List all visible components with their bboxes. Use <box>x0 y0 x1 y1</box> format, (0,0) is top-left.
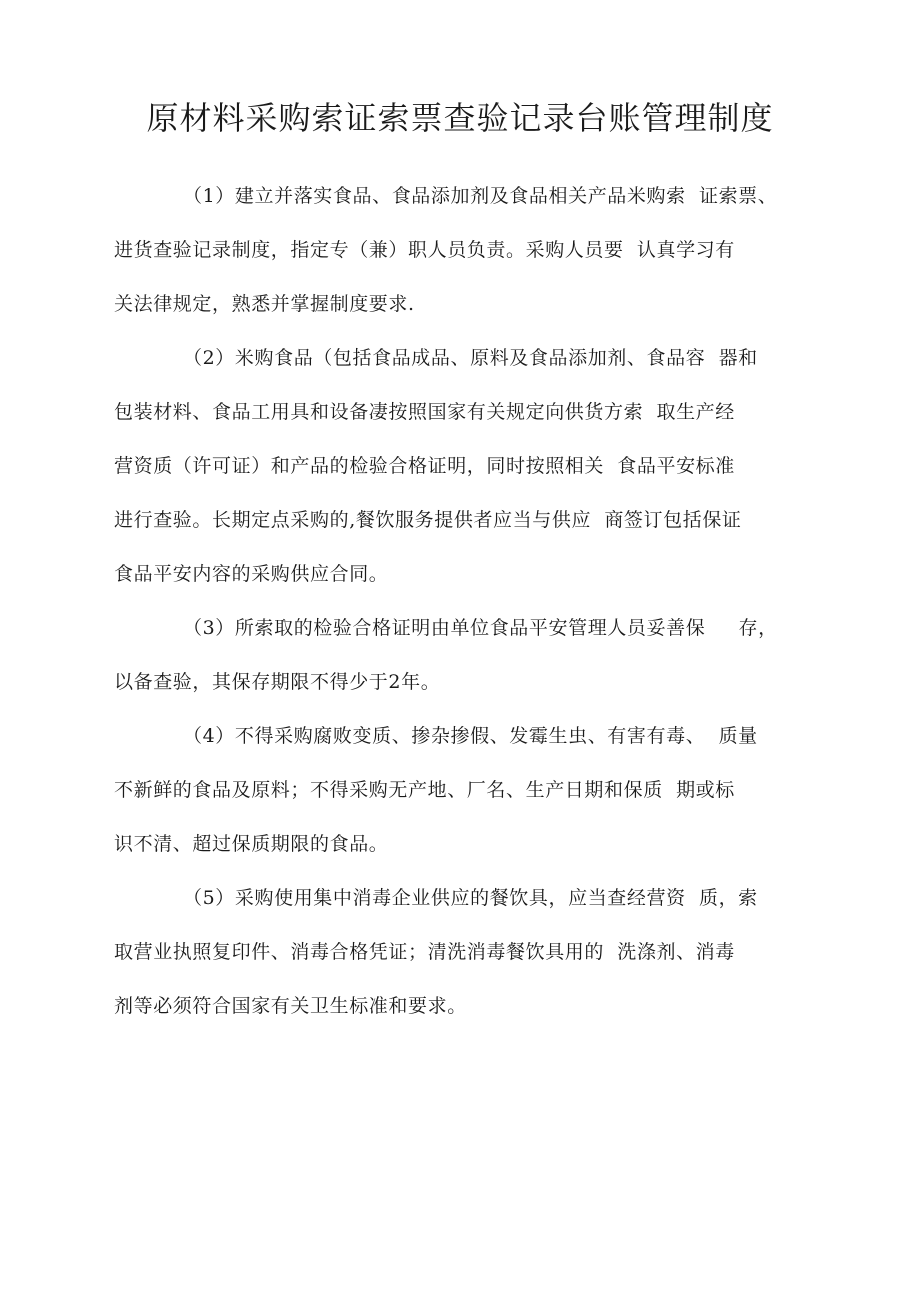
paragraph-2-line-4: 进行查验。长期定点采购的,餐饮服务提供者应当与供应 商签订包括保证 <box>114 509 742 531</box>
paragraph-4-line-1: （4）不得采购腐败变质、掺杂掺假、发霉生虫、有害有毒、 质量 <box>183 725 758 747</box>
paragraph-1-line-2: 进货查验记录制度，指定专（兼）职人员负责。采购人员要 认真学习有 <box>114 239 735 261</box>
paragraph-4-line-3: 识不清、超过保质期限的食品。 <box>114 833 389 855</box>
paragraph-2-line-3: 营资质（许可证）和产品的检验合格证明，同时按照相关 食品平安标准 <box>114 455 735 477</box>
paragraph-1-line-3: 关法律规定，熟悉并掌握制度要求. <box>114 293 415 315</box>
paragraph-3-line-2: 以备查验，其保存期限不得少于2年。 <box>114 671 441 693</box>
paragraph-2-line-2: 包装材料、食品工用具和设备凄按照国家有关规定向供货方索 取生产经 <box>114 401 735 423</box>
paragraph-5-line-1: （5）采购使用集中消毒企业供应的餐饮具，应当查经营资 质，索 <box>183 887 758 909</box>
paragraph-5-line-2: 取营业执照复印件、消毒合格凭证；清洗消毒餐饮具用的 洗涤剂、消毒 <box>114 941 735 963</box>
paragraph-4-line-2: 不新鲜的食品及原料；不得采购无产地、厂名、生产日期和保质 期或标 <box>114 779 735 801</box>
paragraph-3-line-1: （3）所索取的检验合格证明由单位食品平安管理人员妥善保 存， <box>183 617 778 639</box>
document-title: 原材料采购索证索票查验记录台账管理制度 <box>146 99 774 137</box>
paragraph-1-line-1: （1）建立并落实食品、食品添加剂及食品相关产品米购索 证索票、 <box>183 185 778 207</box>
paragraph-2-line-1: （2）米购食品（包括食品成品、原料及食品添加剂、食品容 器和 <box>183 347 758 369</box>
paragraph-5-line-3: 剂等必须符合国家有关卫生标准和要求。 <box>114 995 467 1017</box>
paragraph-2-line-5: 食品平安内容的采购供应合同。 <box>114 563 389 585</box>
